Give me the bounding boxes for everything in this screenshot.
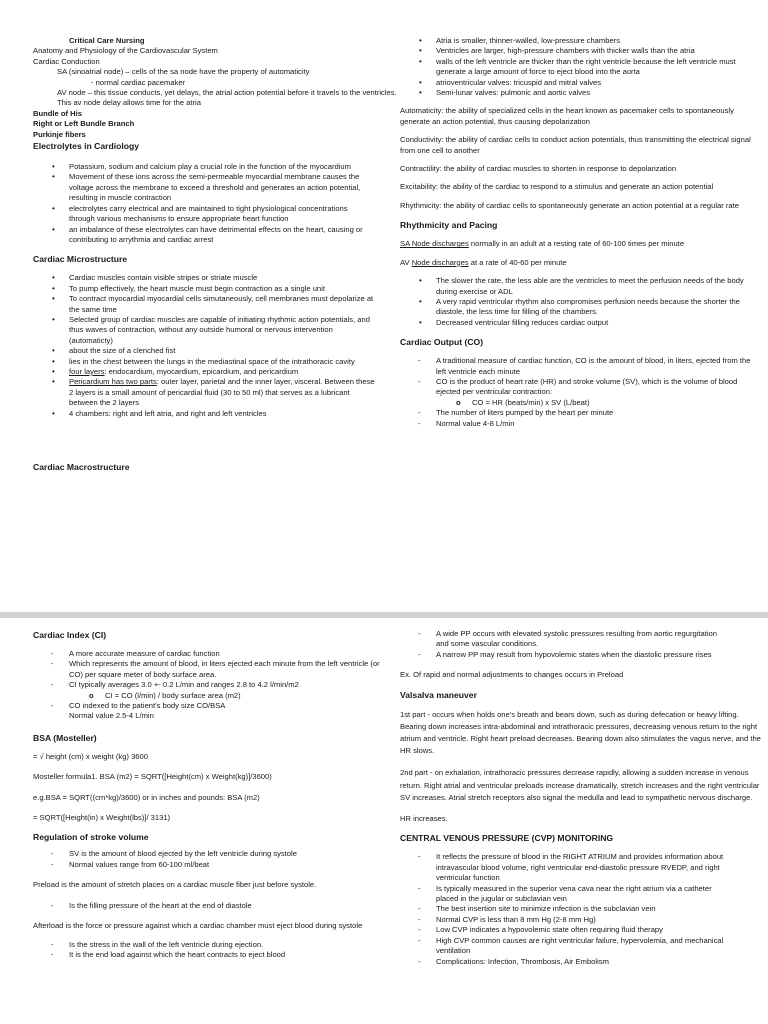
chambers-list <box>400 36 762 98</box>
cardiac-output-heading: Cardiac Output (CO) <box>400 337 484 348</box>
pulse-pressure-list <box>400 629 762 660</box>
list-item: • To pump effectively, the heart muscle must begin contraction as a single unit <box>33 284 375 294</box>
list-item: • The slower the rate, the less able are the ventricles to meet the perfusion needs of the body during exercise or ADL <box>400 276 762 297</box>
list-item: • lies in the chest between the lungs in the mediastinal space of the intrathoracic cavity <box>33 357 375 367</box>
list-item: - A more accurate measure of cardiac function <box>33 649 383 659</box>
list-item <box>33 367 375 377</box>
page2-right-column <box>400 629 762 967</box>
sa-discharge-label: SA Node discharges <box>400 239 469 249</box>
microstructure-list <box>33 273 405 419</box>
pericardium-label: Pericardium has two parts <box>69 377 157 387</box>
list-item: - CO indexed to the patient's body size CO/BSA <box>33 701 383 711</box>
bundle-of-his: Bundle of His <box>33 108 82 118</box>
sa-discharge-text <box>400 239 762 249</box>
ci-normal-value: Normal value 2.5-4 L/min <box>69 711 154 721</box>
rhythm-heading: Rhythmicity and Pacing <box>400 220 498 231</box>
list-item: - A narrow PP may result from hypovolemic states when the diastolic pressure rises <box>400 650 722 660</box>
preload-example: Ex. Of rapid and normal adjustments to changes occurs in Preload <box>400 670 624 680</box>
list-item: - Normal value 4-8 L/min <box>400 419 752 429</box>
bsa-heading: BSA (Mosteller) <box>33 732 97 743</box>
valsalva-part-1: 1st part - occurs when holds one's breath and bears down, such as during defecation or heavy lifting. Bearing down increases intra-abdominal and intrathoracic pressures, decreasing venous return to the right atrium and ventricle. Right heart preload decreases. Bearing down also stimulates the vagus nerve, and the HR slows. <box>400 709 761 756</box>
list-item: - Which represents the amount of blood, in liters ejected each minute from the left ventricle (or CO) per square meter of body surface area. <box>33 659 383 680</box>
list-item: • Selected group of cardiac muscles are capable of initiating rhythmic action potentials, and thus waves of contraction, without any outside humoral or nervous intervention (automaticty) <box>33 315 375 346</box>
list-item: - Is typically measured in the superior vena cava near the right atrium via a catheter placed in the jugular or subclavian vein <box>400 884 732 905</box>
list-item: • Cardiac muscles contain visible stripes or striate muscle <box>33 273 375 283</box>
excitability-text: Excitability: the ability of the cardiac to respond to a stimulus and generate an action potential <box>400 182 714 192</box>
list-item: • Movement of these ions across the semi-permeable myocardial membrane causes the voltage across the membrane to exceed a threshold and generates an action potential, resulting in muscle contraction <box>33 172 375 203</box>
list-item: - Low CVP indicates a hypovolemic state often requiring fluid therapy <box>400 925 732 935</box>
list-item: • atrioventricular valves: tricuspid and mitral valves <box>400 78 740 88</box>
four-layers-text: : endocardium, myocardium, epicardium, and pericardium <box>104 366 299 376</box>
page2-left-column <box>33 629 403 960</box>
doc-title: Critical Care Nursing <box>69 36 145 45</box>
list-item: • Decreased ventricular filling reduces cardiac output <box>400 318 762 328</box>
list-item: • Semi-lunar valves: pulmonic and aortic valves <box>400 88 740 98</box>
cardiac-index-list <box>33 649 403 711</box>
list-item: - Is the filling pressure of the heart at the end of diastole <box>33 901 403 911</box>
macrostructure-heading: Cardiac Macrostructure <box>33 462 130 472</box>
bsa-formula-2: Mosteller formula1. BSA (m2) = SQRT([Height(cm) x Weight(kg)]/3600) <box>33 772 272 782</box>
list-item: - CO is the product of heart rate (HR) and stroke volume (SV), which is the volume of blood ejected per ventricular contraction: <box>400 377 752 398</box>
list-item: - Normal CVP is less than 8 mm Hg (2-8 mm Hg) <box>400 915 732 925</box>
conductivity-text: Conductivity: the ability of cardiac cells to conduct action potentials, thus transmitting the electrical signal from one cell to another <box>400 135 751 155</box>
document-page-2 <box>0 618 768 1024</box>
list-item: - The number of liters pumped by the heart per minute <box>400 408 752 418</box>
av-discharge-prefix: AV <box>400 257 412 267</box>
list-item: • Potassium, sodium and calcium play a crucial role in the function of the myocardium <box>33 162 375 172</box>
cardiac-index-heading: Cardiac Index (CI) <box>33 630 107 640</box>
list-item: - The best insertion site to minimize infection is the subclavian vein <box>400 904 732 914</box>
page1-left-column <box>33 36 405 473</box>
automaticity-text: Automaticity: the ability of specialized cells in the heart known as pacemaker cells to spontaneously generate an action potential, thus causing depolarization <box>400 106 734 126</box>
hr-increases: HR increases. <box>400 814 448 824</box>
conduction-heading: Cardiac Conduction <box>33 56 100 66</box>
afterload-text: Afterload is the force or pressure against which a cardiac chamber must eject blood during systole <box>33 921 363 931</box>
rate-list <box>400 276 762 328</box>
av-discharge-rest: at a rate of 40-60 per minute <box>468 257 567 267</box>
list-item: - A wide PP occurs with elevated systolic pressures resulting from aortic regurgitation and some vascular conditions. <box>400 629 722 650</box>
av-discharge-text <box>400 258 762 268</box>
list-item: • 4 chambers: right and left atria, and right and left ventricles <box>33 409 375 419</box>
list-item: - Complications: Infection, Thrombosis, Air Embolism <box>400 957 732 967</box>
list-item: - CI typically averages 3.0 +- 0.2 L/min and ranges 2.8 to 4.2 l/min/m2 <box>33 680 383 690</box>
bsa-formula-4: = SQRT([Height(in) x Weight(lbs)]/ 3131) <box>33 813 171 823</box>
bundle-branch: Right or Left Bundle Branch <box>33 119 135 129</box>
av-discharge-label: Node discharges <box>411 257 469 267</box>
bsa-formula-3: e.g.BSA = SQRT((cm*kg)/3600) or in inches and pounds: BSA (m2) <box>33 792 260 802</box>
microstructure-heading: Cardiac Microstructure <box>33 254 128 265</box>
sa-discharge-rest: normally in an adult at a resting rate of 60-100 times per minute <box>468 239 685 249</box>
valsalva-part-2: 2nd part - on exhalation, intrathoracic pressures decrease rapidly, allowing a sudden increase in venous return. Right atrial and ventricular preloads increase dramatically, stretch increases and the right ventricular SV increases. Atrial stretch receptors also signal the medulla and lead to sympathetic nervous discharge. <box>400 768 760 802</box>
list-item: - Normal values range from 60-100 ml/beat <box>33 860 403 870</box>
ci-formula: o CI = CO (l/min) / body surface area (m2) <box>33 691 383 701</box>
purkinje-fibers: Purkinje fibers <box>33 129 86 139</box>
list-item: - It is the end load against which the heart contracts to eject blood <box>33 950 403 960</box>
list-item: • A very rapid ventricular rhythm also compromises perfusion needs because the shorter the diastole, the less time for filling of the chambers. <box>400 297 762 318</box>
contractility-text: Contractility: the ability of cardiac muscles to shorten in response to depolarization <box>400 164 677 174</box>
list-item: - SV is the amount of blood ejected by the left ventricle during systole <box>33 849 403 859</box>
list-item: - Is the stress in the wall of the left ventricle during ejection. <box>33 940 403 950</box>
list-item: • electrolytes carry electrical and are maintained to tight physiological concentrations through various mechanisms to ensure appropriate heart function <box>33 204 375 225</box>
preload-text: Preload is the amount of stretch places on a cardiac muscle fiber just before systole. <box>33 880 317 890</box>
cardiac-output-list <box>400 356 762 429</box>
sa-node-subtext: - normal cardiac pacemaker <box>91 77 186 87</box>
list-item: • an imbalance of these electrolytes can have detrimental effects on the heart, causing or contributing to arrythmia and cardiac arrest <box>33 225 375 246</box>
list-item: • walls of the left ventricle are thicker than the right ventricle because the left ventricle must generate a large amount of force to eject blood into the aorta <box>400 57 740 78</box>
valsalva-heading: Valsalva maneuver <box>400 689 477 700</box>
list-item: • Atria is smaller, thinner-walled, low-pressure chambers <box>400 36 740 46</box>
preload-list <box>33 901 403 911</box>
four-layers-label: four layers <box>69 366 105 376</box>
page1-right-column <box>400 36 762 429</box>
afterload-list <box>33 940 403 961</box>
sa-node-text: SA (sinoatrial node) – cells of the sa node have the property of automaticity <box>57 67 310 77</box>
stroke-volume-heading: Regulation of stroke volume <box>33 832 149 843</box>
doc-subtitle: Anatomy and Physiology of the Cardiovascular System <box>33 46 218 56</box>
list-item: • about the size of a clenched fist <box>33 346 375 356</box>
list-item: • To contract myocardial myocardial cells simutaneously, cell membranes must depolarize at the same time <box>33 294 375 315</box>
list-item: - High CVP common causes are right ventricular failure, hypervolemia, and mechanical ventilation <box>400 936 732 957</box>
bsa-formula-1: = √ height (cm) x weight (kg) 3600 <box>33 751 148 761</box>
co-formula: o CO = HR (beats/min) x SV (L/beat) <box>400 398 752 408</box>
av-node-text: AV node – this tissue conducts, yet delays, the atrial action potential before it travels to the ventricles. This av node delay allows time for the atria <box>57 88 397 108</box>
cvp-heading: CENTRAL VENOUS PRESSURE (CVP) MONITORING <box>400 833 614 844</box>
stroke-volume-list <box>33 849 403 870</box>
list-item: • Ventricles are larger, high-pressure chambers with thicker walls than the atria <box>400 46 740 56</box>
list-item <box>33 377 375 408</box>
pericardium-text: : outer layer, parietal and the inner layer, visceral. Between these 2 layers is a small amount of pericardial fluid (30 to 50 ml) that serves as a lubricant between the 2 layers <box>69 377 375 408</box>
rhythmicity-text: Rhythmicity: the ability of cardiac cells to spontaneously generate an action potential at a regular rate <box>400 200 739 210</box>
list-item: - It reflects the pressure of blood in the RIGHT ATRIUM and provides information about intravascular blood volume, right ventricular end-diastolic pressure RVEDP, and right ventricular function <box>400 852 732 883</box>
cvp-list <box>400 852 762 966</box>
list-item: - A traditional measure of cardiac function, CO is the amount of blood, in liters, ejected from the left ventricle each minute <box>400 356 752 377</box>
electrolytes-heading: Electrolytes in Cardiology <box>33 141 140 152</box>
electrolytes-list <box>33 162 405 245</box>
